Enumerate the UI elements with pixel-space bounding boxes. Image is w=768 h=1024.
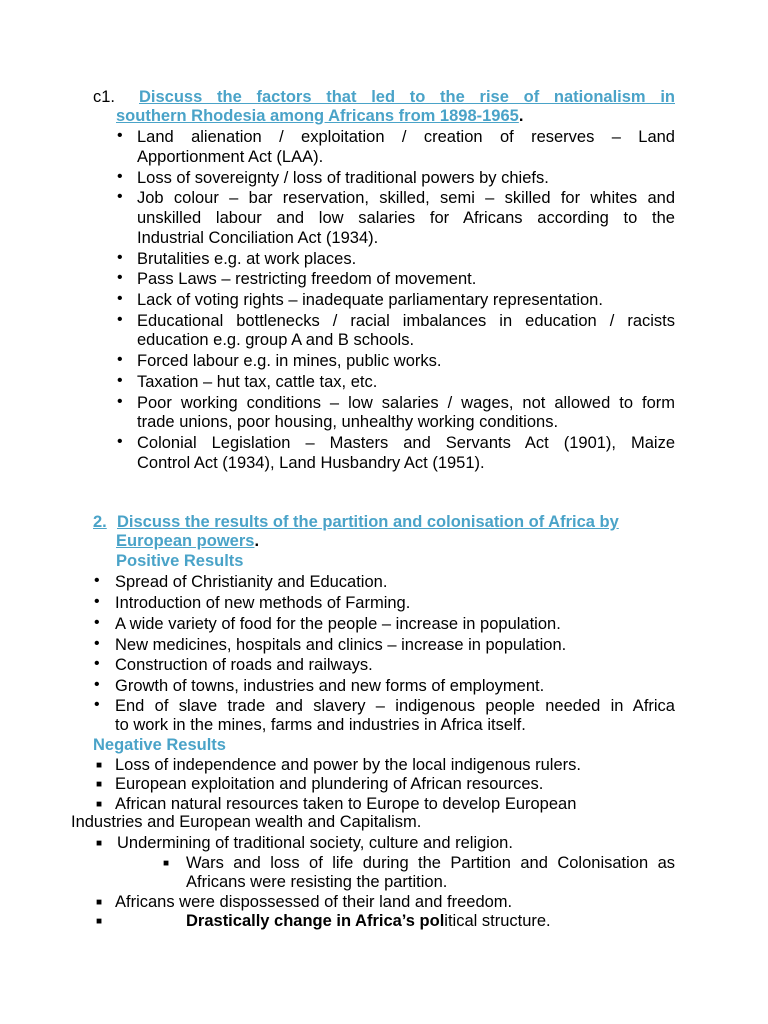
q1-item-5: Pass Laws – restricting freedom of movement. bbox=[137, 270, 477, 288]
q2-number: 2. bbox=[93, 513, 107, 531]
bullet-icon: • bbox=[94, 614, 100, 631]
q1-item-10-line2: trade unions, poor housing, unhealthy working conditions. bbox=[137, 413, 559, 431]
negative-item-5-line2: Africans were resisting the partition. bbox=[186, 873, 448, 891]
positive-item-4: New medicines, hospitals and clinics – increase in population. bbox=[115, 636, 567, 654]
q1-item-3-line1: Job colour – bar reservation, skilled, semi – skilled for whites and bbox=[137, 189, 675, 207]
bullet-icon: • bbox=[117, 127, 123, 144]
q1-item-10-line1: Poor working conditions – low salaries / wages, not allowed to form bbox=[137, 394, 675, 412]
positive-item-1: Spread of Christianity and Education. bbox=[115, 573, 388, 591]
positive-item-2: Introduction of new methods of Farming. bbox=[115, 594, 411, 612]
square-bullet-icon: ■ bbox=[163, 858, 170, 869]
positive-results-heading: Positive Results bbox=[116, 552, 244, 570]
negative-item-7-bold: Drastically change in Africa’s pol bbox=[186, 912, 445, 930]
q2-title-period: . bbox=[254, 532, 260, 550]
square-bullet-icon: ■ bbox=[96, 799, 103, 810]
bullet-icon: • bbox=[117, 168, 123, 185]
negative-results-heading: Negative Results bbox=[93, 736, 226, 754]
positive-item-7-line2: to work in the mines, farms and industries in Africa itself. bbox=[115, 716, 526, 734]
q1-item-11-line1: Colonial Legislation – Masters and Servants Act (1901), Maize bbox=[137, 434, 675, 452]
bullet-icon: • bbox=[117, 188, 123, 205]
q1-item-6: Lack of voting rights – inadequate parliamentary representation. bbox=[137, 291, 603, 309]
bullet-icon: • bbox=[117, 433, 123, 450]
bullet-icon: • bbox=[117, 290, 123, 307]
square-bullet-icon: ■ bbox=[96, 897, 103, 908]
negative-item-5-line1: Wars and loss of life during the Partition and Colonisation as bbox=[186, 854, 675, 872]
negative-item-3-line2: Industries and European wealth and Capitalism. bbox=[71, 813, 422, 831]
q1-item-11-line2: Control Act (1934), Land Husbandry Act (1951). bbox=[137, 454, 485, 472]
negative-item-2: European exploitation and plundering of African resources. bbox=[115, 775, 544, 793]
negative-item-7 bbox=[186, 911, 551, 931]
q1-item-3-line2: unskilled labour and low salaries for Africans according to the bbox=[137, 209, 675, 227]
negative-item-4: Undermining of traditional society, culture and religion. bbox=[117, 834, 513, 852]
q1-item-7-line2: education e.g. group A and B schools. bbox=[137, 331, 415, 349]
negative-item-7-rest: itical structure. bbox=[444, 912, 551, 930]
bullet-icon: • bbox=[94, 593, 100, 610]
negative-item-1: Loss of independence and power by the local indigenous rulers. bbox=[115, 756, 581, 774]
q2-title-line1: Discuss the results of the partition and colonisation of Africa by bbox=[117, 513, 619, 531]
bullet-icon: • bbox=[94, 655, 100, 672]
square-bullet-icon: ■ bbox=[96, 760, 103, 771]
bullet-icon: • bbox=[117, 269, 123, 286]
bullet-icon: • bbox=[94, 676, 100, 693]
negative-item-6: Africans were dispossessed of their land and freedom. bbox=[115, 893, 513, 911]
q1-title-line2 bbox=[116, 106, 523, 126]
bullet-icon: • bbox=[94, 635, 100, 652]
bullet-icon: • bbox=[117, 311, 123, 328]
positive-item-5: Construction of roads and railways. bbox=[115, 656, 373, 674]
q1-item-8: Forced labour e.g. in mines, public works. bbox=[137, 352, 442, 370]
negative-item-3-line1: African natural resources taken to Europe to develop European bbox=[115, 795, 577, 813]
square-bullet-icon: ■ bbox=[96, 916, 103, 927]
q1-item-2: Loss of sovereignty / loss of traditional powers by chiefs. bbox=[137, 169, 549, 187]
bullet-icon: • bbox=[117, 249, 123, 266]
q2-title-text: European powers bbox=[116, 532, 255, 550]
q2-title-line2 bbox=[116, 531, 259, 551]
q1-title-text: southern Rhodesia among Africans from 1898-1965 bbox=[116, 107, 519, 125]
positive-item-6: Growth of towns, industries and new forms of employment. bbox=[115, 677, 545, 695]
positive-item-7-line1: End of slave trade and slavery – indigenous people needed in Africa bbox=[115, 697, 675, 715]
q1-item-1-line1: Land alienation / exploitation / creation of reserves – Land bbox=[137, 128, 675, 146]
bullet-icon: • bbox=[117, 351, 123, 368]
q1-item-3-line3: Industrial Conciliation Act (1934). bbox=[137, 229, 379, 247]
q1-number: c1. bbox=[93, 88, 116, 106]
bullet-icon: • bbox=[94, 572, 100, 589]
positive-item-3: A wide variety of food for the people – increase in population. bbox=[115, 615, 561, 633]
q1-item-9: Taxation – hut tax, cattle tax, etc. bbox=[137, 373, 378, 391]
q1-title-period: . bbox=[518, 107, 524, 125]
square-bullet-icon: ■ bbox=[96, 779, 103, 790]
bullet-icon: • bbox=[94, 696, 100, 713]
q1-item-4: Brutalities e.g. at work places. bbox=[137, 250, 357, 268]
square-bullet-icon: ■ bbox=[96, 838, 103, 849]
bullet-icon: • bbox=[117, 393, 123, 410]
q1-item-1-line2: Apportionment Act (LAA). bbox=[137, 148, 324, 166]
q1-item-7-line1: Educational bottlenecks / racial imbalances in education / racists bbox=[137, 312, 675, 330]
q1-title-line1: Discuss the factors that led to the rise of nationalism in bbox=[139, 88, 675, 106]
bullet-icon: • bbox=[117, 372, 123, 389]
